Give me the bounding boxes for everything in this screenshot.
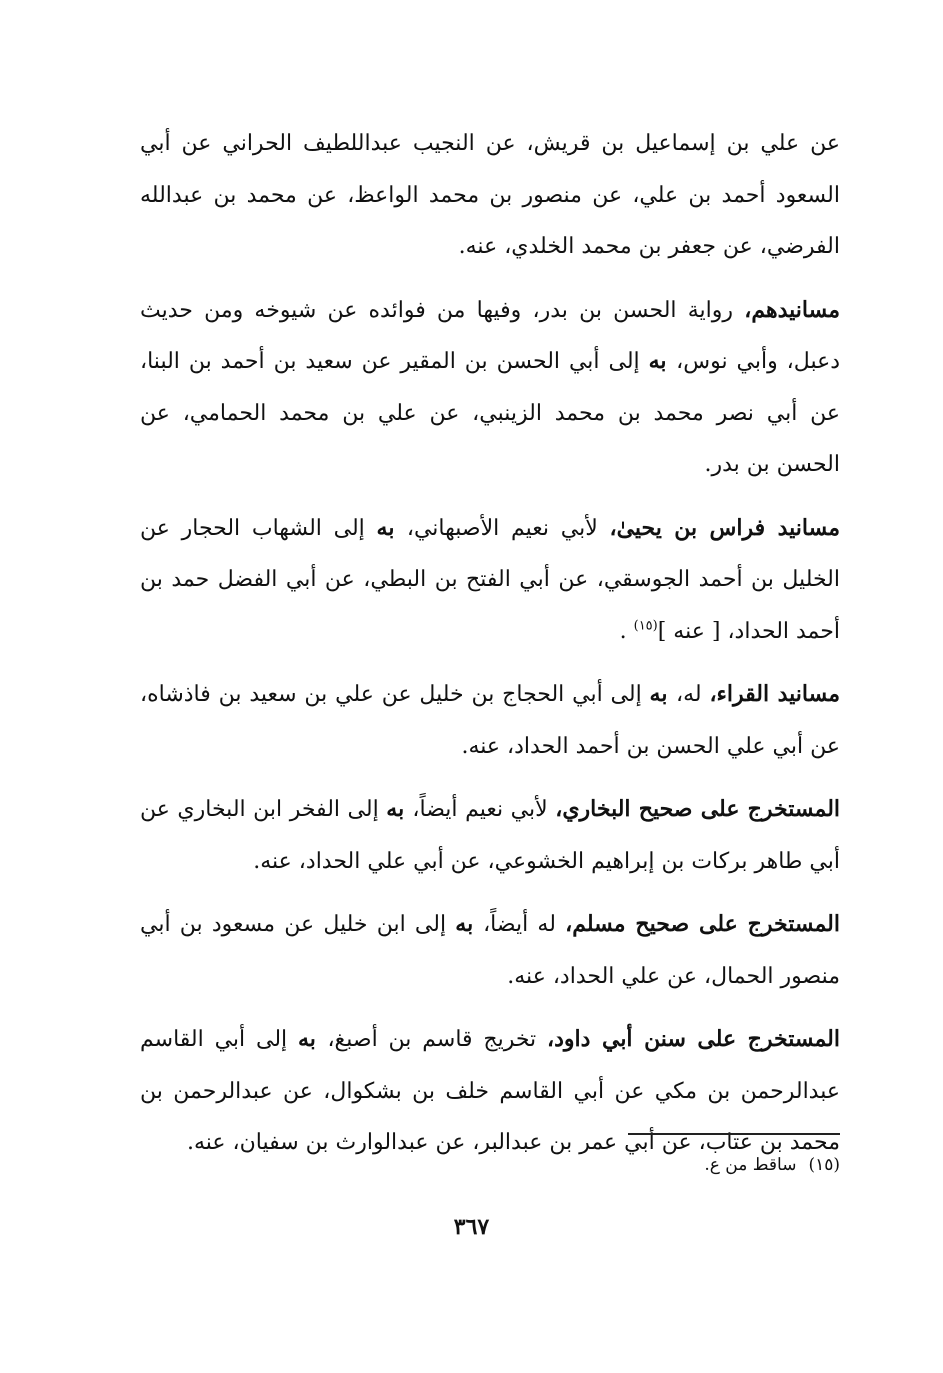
- paragraph-text: إلى الشهاب الحجار عن الخليل بن أحمد الجوسقي، عن أبي الفتح بن البطي، عن أبي الفضل حمد بن أحمد الحداد، [ عنه ]: [140, 515, 840, 644]
- bihi-keyword: به: [649, 681, 676, 707]
- entry-title: مسانيدهم،: [744, 296, 840, 323]
- entry-title: المستخرج على سنن أبي داود،: [547, 1026, 840, 1052]
- paragraph-text: إلى ابن خليل عن مسعود بن أبي منصور الحمال، عن علي الحداد، عنه.: [140, 912, 840, 989]
- paragraph-text: له أيضاً،: [483, 912, 566, 937]
- footnote-divider: [628, 1133, 840, 1135]
- footnote-text: ساقط من ع.: [704, 1155, 797, 1175]
- entry-title: مسانيد القراء،: [709, 681, 841, 707]
- bihi-keyword: به: [455, 911, 484, 937]
- footnote-number: (١٥): [808, 1155, 840, 1175]
- paragraph-text: .: [619, 618, 634, 644]
- entry-title: المستخرج على صحيح البخاري،: [555, 796, 841, 822]
- paragraph-7: [140, 1014, 840, 1169]
- main-text: [140, 118, 840, 1169]
- paragraph-text: إلى أبي الحسن بن المقير عن سعيد بن أحمد بن البنا، عن أبي نصر محمد بن محمد الزينبي، عن علي بن محمد الحمامي، عن الحسن بن بدر.: [140, 349, 840, 477]
- footnote-reference[interactable]: (١٥): [633, 618, 658, 634]
- paragraph-5: [140, 784, 840, 887]
- paragraph-text: إلى أبي الحجاج بن خليل عن علي بن سعيد بن فاذشاه، عن أبي علي الحسن بن أحمد الحداد، عنه.: [140, 682, 840, 759]
- paragraph-3: [140, 503, 840, 658]
- footnote: [440, 1150, 840, 1180]
- paragraph-text: لأبي نعيم أيضاً،: [412, 797, 556, 822]
- paragraph-text: رواية الحسن بن بدر، وفيها من فوائده عن شيوخه ومن حديث دعبل، وأبي نوس،: [140, 297, 841, 374]
- bihi-keyword: به: [298, 1026, 328, 1052]
- bihi-keyword: به: [386, 796, 413, 822]
- paragraph-text: له،: [675, 682, 710, 707]
- paragraph-2: [140, 285, 840, 491]
- paragraph-text: إلى الفخر ابن البخاري عن أبي طاهر بركات بن إبراهيم الخشوعي، عن أبي علي الحداد، عنه.: [140, 797, 840, 874]
- entry-title: مسانيد فراس بن يحيىٰ،: [609, 514, 841, 541]
- paragraph-text: تخريج قاسم بن أصبغ،: [327, 1027, 548, 1052]
- bihi-keyword: به: [648, 348, 677, 374]
- paragraph-6: [140, 899, 840, 1002]
- bihi-keyword: به: [376, 514, 407, 541]
- page-number: ٣٦٧: [453, 1214, 490, 1240]
- paragraph-4: [140, 669, 840, 772]
- paragraph-text: عن علي بن إسماعيل بن قريش، عن النجيب عبداللطيف الحراني عن أبي السعود أحمد بن علي، عن منصور بن محمد الواعظ، عن محمد بن عبدالله الفرضي، عن جعفر بن محمد الخلدي، عنه.: [140, 131, 840, 259]
- paragraph-text: إلى أبي القاسم عبدالرحمن بن مكي عن أبي القاسم خلف بن بشكوال، عن عبدالرحمن بن محمد بن عتاب، عن أبي عمر بن عبدالبر، عن عبدالوارث بن سفيان، عنه.: [140, 1027, 840, 1155]
- paragraph-1: [140, 118, 840, 273]
- entry-title: المستخرج على صحيح مسلم،: [565, 911, 840, 937]
- paragraph-text: لأبي نعيم الأصبهاني،: [406, 515, 610, 541]
